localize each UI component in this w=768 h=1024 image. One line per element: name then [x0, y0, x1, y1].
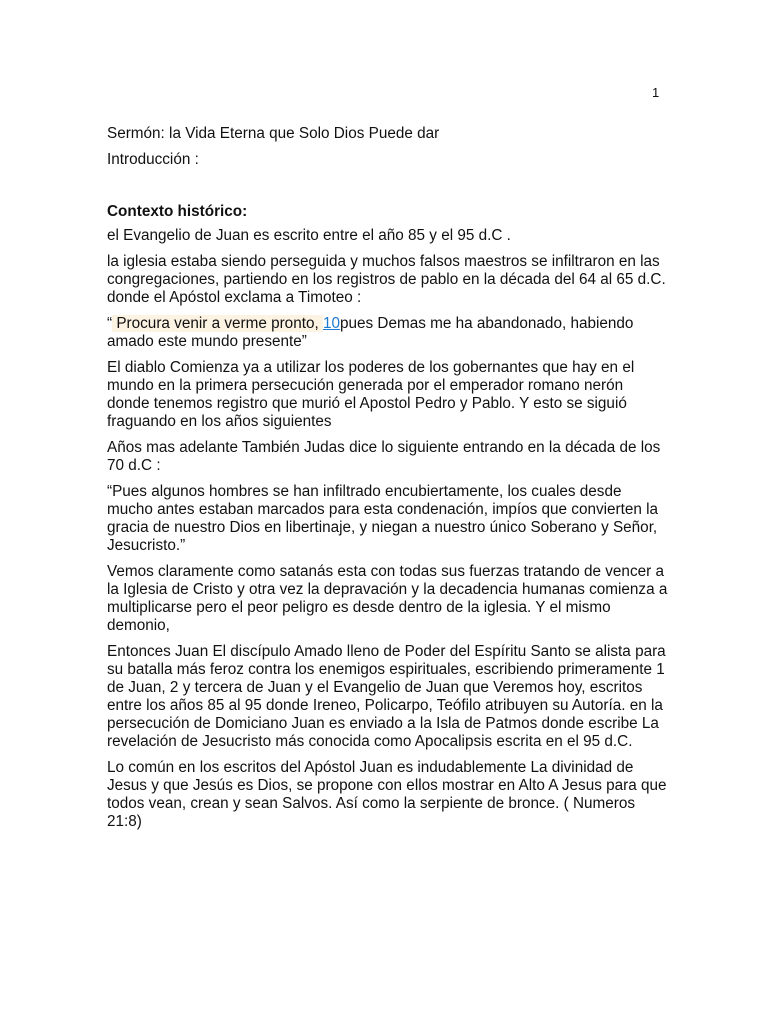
text-line: El diablo Comienza ya a utilizar los poderes de los gobernantes que hay en el	[107, 359, 635, 376]
text-line: congregaciones, partiendo en los registros de pablo en la década del 64 al 65 d.C.	[107, 271, 666, 288]
text-line: Lo común en los escritos del Apóstol Juan es indudablemente La divinidad de	[107, 759, 634, 776]
paragraph-persecution	[107, 253, 667, 307]
introduction-label: Introducción :	[107, 151, 199, 168]
text-line: de Juan, 2 y tercera de Juan y el Evangelio de Juan que Veremos hoy, escritos	[107, 679, 643, 696]
text-line: Jesus y que Jesús es Dios, se propone con ellos mostrar en Alto A Jesus para que	[107, 777, 667, 794]
verse-number-link[interactable]: 10	[322, 315, 340, 332]
text-line: la iglesia estaba siendo perseguida y muchos falsos maestros se infiltraron en las	[107, 253, 660, 270]
paragraph-divinity	[107, 759, 667, 831]
paragraph-satan	[107, 563, 667, 635]
text-line: “Pues algunos hombres se han infiltrado encubiertamente, los cuales desde	[107, 483, 622, 500]
text-line: donde el Apóstol exclama a Timoteo :	[107, 289, 362, 306]
paragraph-date: el Evangelio de Juan es escrito entre el año 85 y el 95 d.C .	[107, 227, 511, 244]
quote-timoteo	[107, 315, 667, 351]
text-line: Años mas adelante También Judas dice lo siguiente entrando en la década de los	[107, 439, 661, 456]
quote-open-mark: “	[107, 315, 113, 332]
text-line: todos vean, crean y sean Salvos. Así como la serpiente de bronce. ( Numeros	[107, 795, 636, 812]
quote-text: pues Demas me ha abandonado, habiendo	[339, 315, 634, 332]
text-line: persecución de Domiciano Juan es enviado a la Isla de Patmos donde escribe La	[107, 715, 659, 732]
text-line: Vemos claramente como satanás esta con todas sus fuerzas tratando de vencer a	[107, 563, 664, 580]
document-title: Sermón: la Vida Eterna que Solo Dios Puede dar	[107, 125, 440, 142]
text-line: revelación de Jesucristo más conocida como Apocalipsis escrita en el 95 d.C.	[107, 733, 633, 750]
paragraph-devil	[107, 359, 667, 431]
text-line: multiplicarse pero el peor peligro es desde dentro de la iglesia. Y el mismo	[107, 599, 611, 616]
text-line: 70 d.C :	[107, 457, 161, 474]
text-line	[107, 315, 667, 333]
text-line: mundo en la primera persecución generada por el emperador romano nerón	[107, 377, 624, 394]
document-body	[107, 125, 667, 839]
text-line: la Iglesia de Cristo y otra vez la depravación y la decadencia humanas comienza a	[107, 581, 668, 598]
paragraph-john	[107, 643, 667, 751]
text-line: donde tenemos registro que murió el Apostol Pedro y Pablo. Y esto se siguió	[107, 395, 627, 412]
text-line: mucho antes estaban marcados para esta condenación, impíos que convierten la	[107, 501, 659, 518]
highlighted-text: Procura venir a verme pronto,	[112, 315, 323, 332]
text-line: amado este mundo presente”	[107, 333, 307, 350]
section-heading: Contexto histórico:	[107, 203, 248, 220]
text-line: fraguando en los años siguientes	[107, 413, 332, 430]
paragraph-judas	[107, 439, 667, 475]
text-line: 21:8)	[107, 813, 142, 830]
text-line: Entonces Juan El discípulo Amado lleno de Poder del Espíritu Santo se alista para	[107, 643, 666, 660]
quote-judas	[107, 483, 667, 555]
text-line: su batalla más feroz contra los enemigos espirituales, escribiendo primeramente 1	[107, 661, 665, 678]
page-number: 1	[652, 85, 660, 100]
text-line: entre los años 85 al 95 donde Ireneo, Policarpo, Teófilo atribuyen su Autoría. en la	[107, 697, 663, 714]
text-line: gracia de nuestro Dios en libertinaje, y niegan a nuestro único Soberano y Señor,	[107, 519, 658, 536]
text-line: Jesucristo.”	[107, 537, 186, 554]
text-line: demonio,	[107, 617, 170, 634]
